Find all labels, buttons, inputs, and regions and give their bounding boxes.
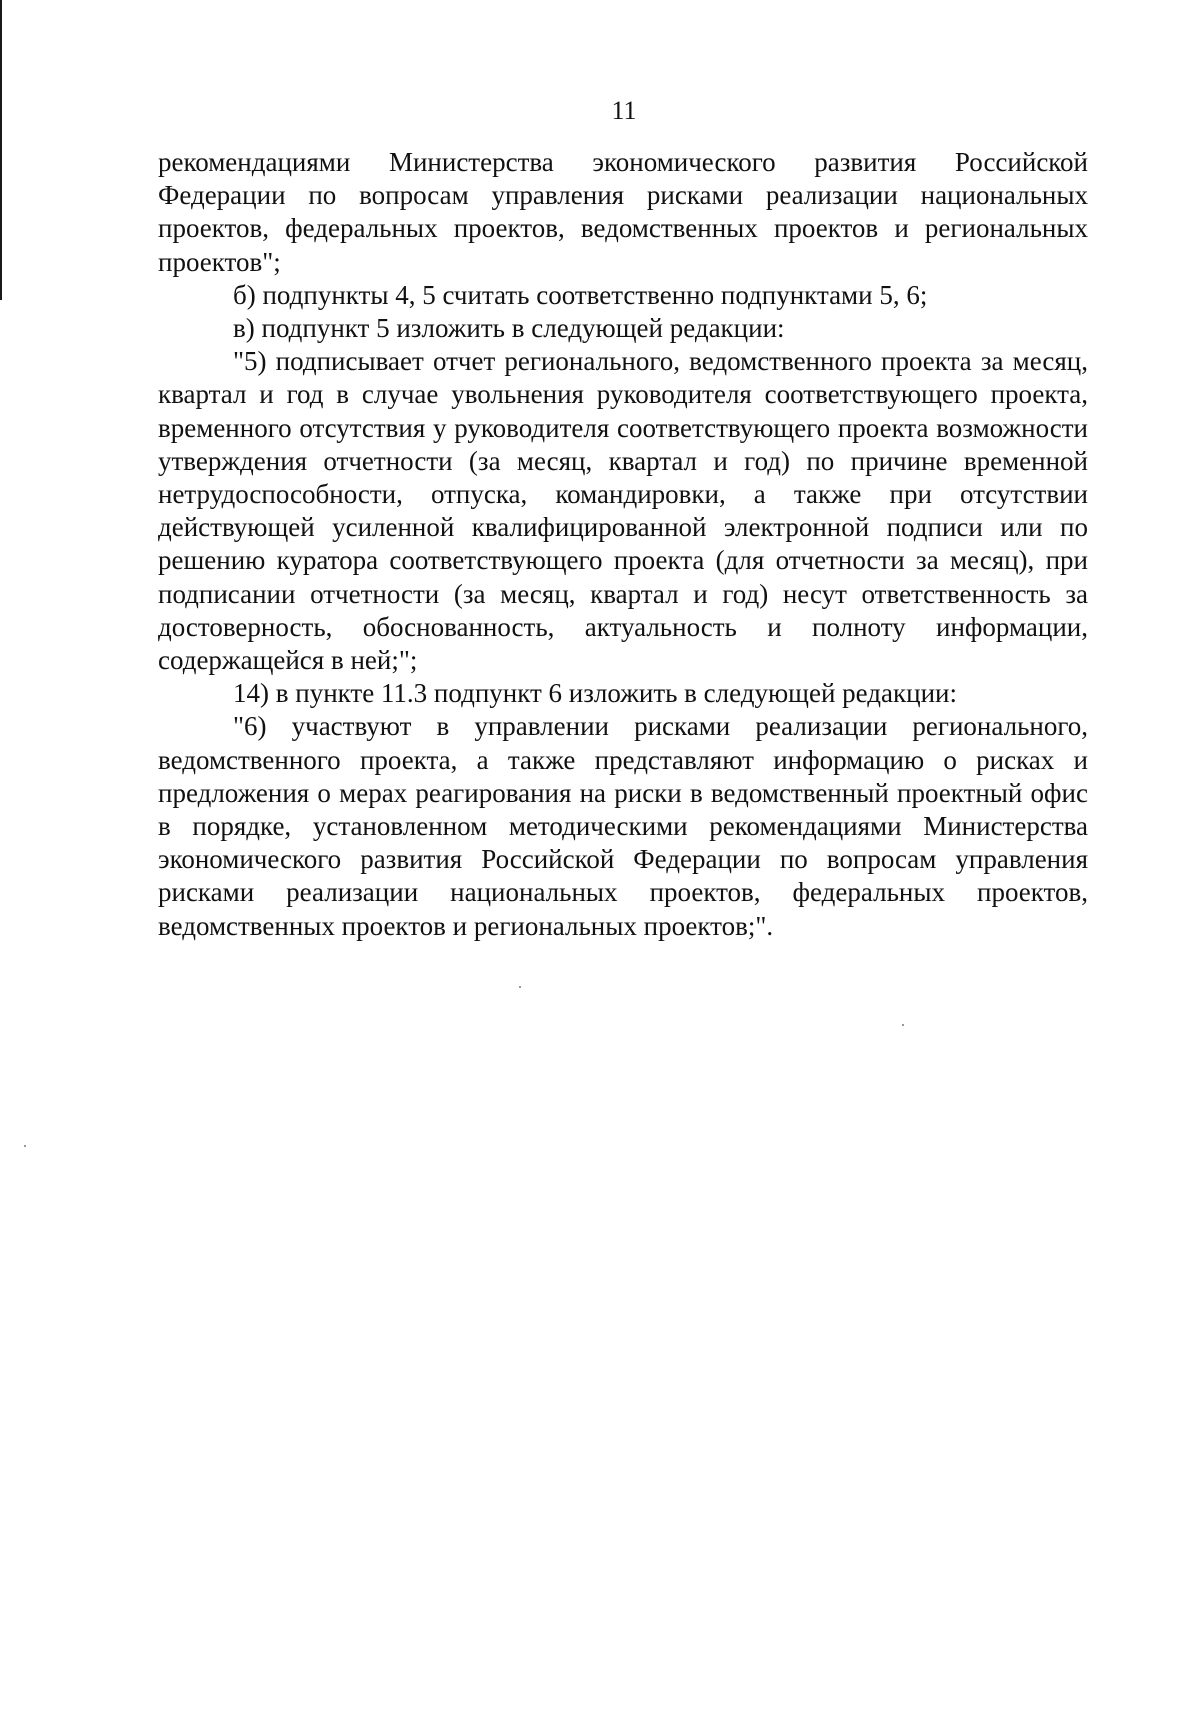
paragraph-item-b: б) подпункты 4, 5 считать соответственно подпунктами 5, 6; — [233, 279, 928, 310]
paragraph-item-14: 14) в пункте 11.3 подпункт 6 изложить в следующей редакции: — [233, 678, 957, 709]
scan-speck — [24, 1145, 26, 1147]
document-body — [158, 146, 1088, 943]
paragraph-continuation: рекомендациями Министерства экономического развития Российской Федерации по вопросам управления рисками реализации национальных проектов, федеральных проектов, ведомственных проектов и региональных проектов"; — [158, 147, 1088, 277]
scan-speck — [902, 1024, 904, 1026]
paragraph-subitem-6: "6) участвуют в управлении рисками реализации регионального, ведомственного проекта, а также представляют информацию о рисках и предложения о мерах реагирования на риски в ведомственный проектный офис в порядке, установленном методическими рекомендациями Министерства экономического развития Российской Федерации по вопросам управления рисками реализации национальных проектов, федеральных проектов, ведомственных проектов и региональных проектов;". — [158, 711, 1088, 941]
paragraph-item-v: в) подпункт 5 изложить в следующей редакции: — [233, 313, 785, 344]
scan-edge-mark — [0, 0, 2, 300]
page-number: 11 — [611, 96, 637, 125]
scan-speck — [519, 986, 521, 988]
paragraph-subitem-5: "5) подписывает отчет регионального, ведомственного проекта за месяц, квартал и год в случае увольнения руководителя соответствующего проекта, временного отсутствия у руководителя соответствующего проекта возможности утверждения отчетности (за месяц, квартал и год) по причине временной нетрудоспособности, отпуска, командировки, а также при отсутствии действующей усиленной квалифицированной электронной подписи или по решению куратора соответствующего проекта (для отчетности за месяц), при подписании отчетности (за месяц, квартал и год) несут ответственность за достоверность, обоснованность, актуальность и полноту информации, содержащейся в ней;"; — [158, 346, 1088, 676]
